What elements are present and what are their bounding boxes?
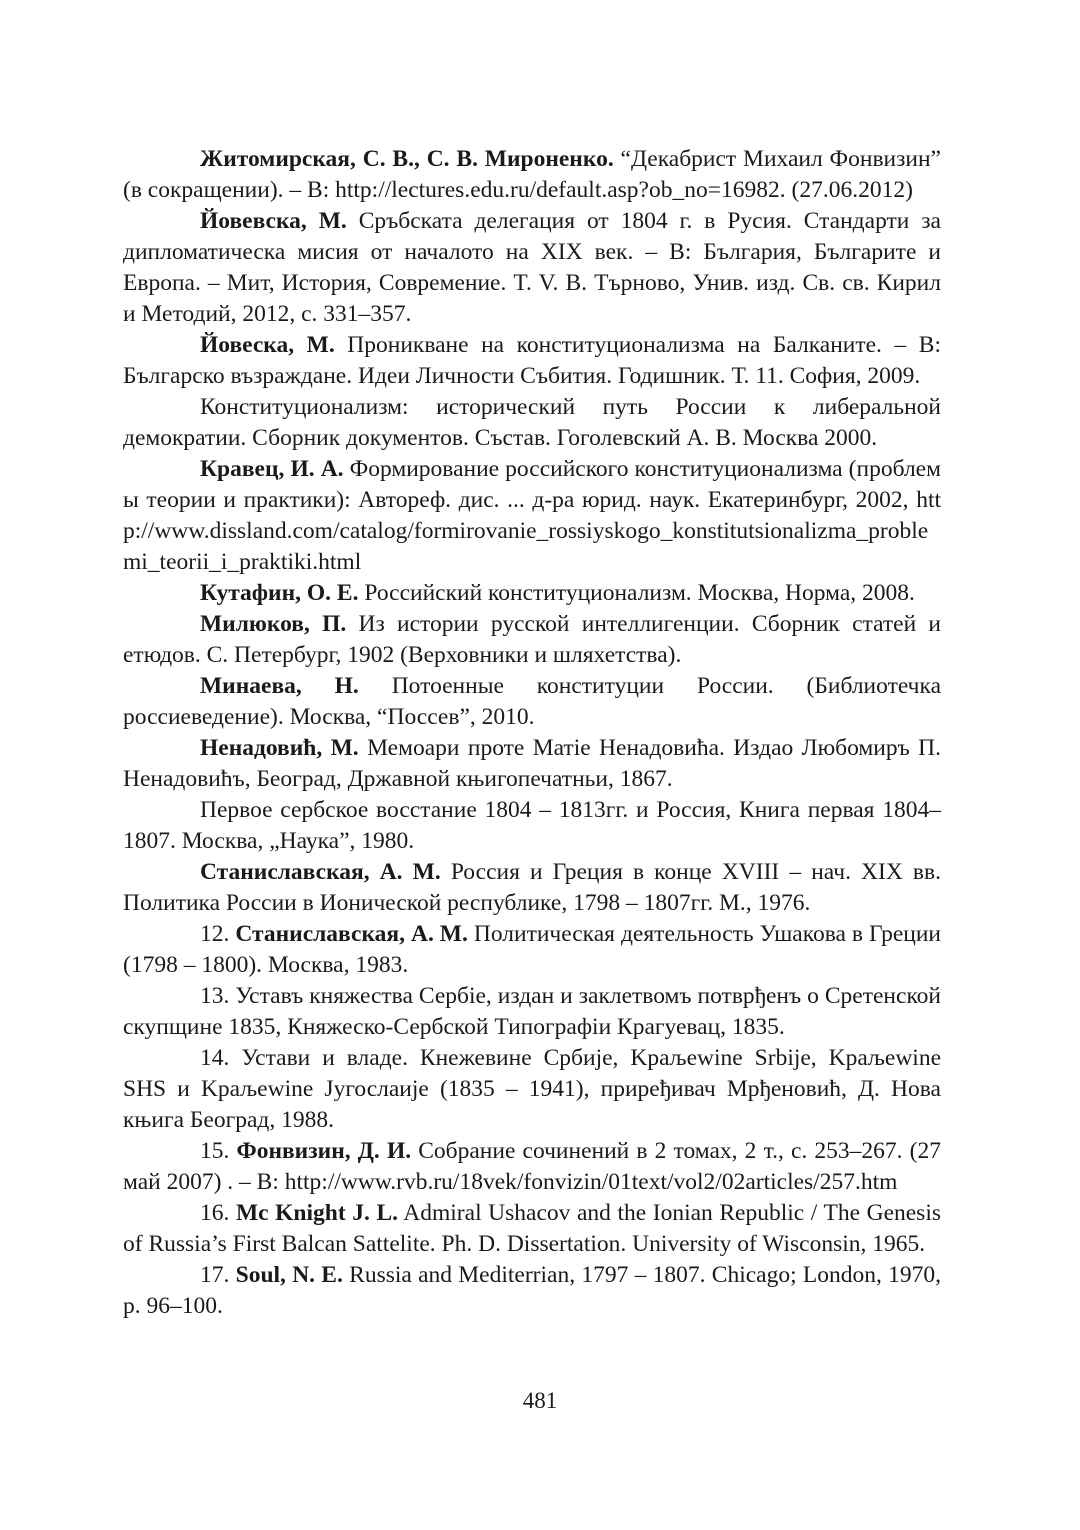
entry-text: Сръбската делегация от 1804 г. в Русия. Стандарти за дипломатическа мисия от началото на XIX век. – В: България, Българите и Европа. – Мит, История, Современие. T. V. В. Търново, Унив. изд. Св. св. Кирил и Методий, 2012, с. 331–357. [123,208,941,327]
bibliography-entry [123,144,941,206]
entry-text: Уставъ княжества Сербiе, издан и заклетвомъ потврђенъ о Сретенской скупщине 1835, Княжеско-Сербской Типографiи Крагуевац, 1835. [123,983,941,1040]
bibliography-entry [123,392,941,454]
entry-text: Проникване на конституционализма на Балканите. – В: Българско възраждане. Идеи Личности Събития. Годишник. Т. 11. София, 2009. [123,332,941,389]
entry-text: Устави и владе. Кнежевине Србије, Kраљewine Srbije, Kраљewine SHS и Kраљewine Југослаије (1835 – 1941), приређивач Мрђеновић, Д. Нова књига Београд, 1988. [123,1045,941,1133]
bibliography-entry [123,1043,941,1136]
bibliography-entry [123,981,941,1043]
bibliography-entry [123,1136,941,1198]
entry-text: “Декабрист Михаил Фонвизин” (в сокращении). – В: http://lectures.edu.ru/default.asp?ob_no=16982. (27.06.2012) [123,146,941,203]
bibliography-entry [123,733,941,795]
bibliography-entry [123,857,941,919]
entry-number: 17. [200,1262,236,1288]
bibliography-entry [123,578,941,609]
entry-author: Soul, N. E. [235,1262,343,1288]
bibliography-entry [123,454,941,578]
entry-author: Фонвизин, Д. И. [236,1138,412,1164]
entry-author: Минаева, Н. [200,673,359,699]
entry-author: Ненадовић, М. [200,735,359,761]
entry-text: Формирование российского конституционализма (проблемы теории и практики): Автореф. дис. ... д-ра юрид. наук. Екатеринбург, 2002, http://www.dissland.com/catalog/formirovanie_rossiyskogo_konstitutsionalizma_problemi_teorii_i_praktiki.html [123,456,941,575]
entry-author: Станиславская, А. М. [200,859,441,885]
entry-text: Мемоари проте Матiе Ненадовића. Издао Любомиръ П. Ненадовићъ, Београд, Државной књигопечатньи, 1867. [123,735,941,792]
entry-number: 14. [200,1045,242,1071]
entry-text: Russia and Mediterrian, 1797 – 1807. Chicago; London, 1970, p. 96–100. [123,1262,941,1319]
bibliography-entry [123,206,941,330]
bibliography-entry [123,1260,941,1322]
bibliography-entry [123,919,941,981]
entry-text: Первое сербское восстание 1804 – 1813гг. и Россия, Книга первая 1804–1807. Москва, „Наука”, 1980. [123,797,941,854]
bibliography-entry [123,671,941,733]
page-number: 481 [522,1388,558,1413]
bibliography-entry [123,795,941,857]
entry-number: 13. [200,983,236,1009]
entry-text: Конституционализм: исторический путь России к либеральной демократии. Сборник документов. Състав. Гоголевский А. В. Москва 2000. [123,394,941,451]
bibliography-list [123,144,941,1322]
entry-author: Милюков, П. [200,611,347,637]
entry-text: Собрание сочинений в 2 томах, 2 т., с. 253–267. (27 май 2007) . – В: http://www.rvb.ru/18vek/fonvizin/01text/vol2/02articles/257.htm [123,1138,941,1195]
bibliography-entry [123,330,941,392]
entry-author: Кутафин, О. Е. [200,580,359,606]
entry-text: Российский конституционализм. Москва, Норма, 2008. [358,580,915,606]
entry-number: 15. [200,1138,237,1164]
entry-author: Станиславская, А. М. [235,921,468,947]
entry-text: Admiral Ushacov and the Ionian Republic / The Genesis of Russia’s First Balcan Sattelite. Ph. D. Dissertation. University of Wisconsin, 1965. [123,1200,941,1257]
entry-author: Mc Knight J. L. [235,1200,398,1226]
entry-author: Йовевска, М. [200,208,347,234]
entry-text: Потоенные конституции России. (Библиотечка россиеведение). Москва, “Поссев”, 2010. [123,673,941,730]
entry-text: Из истории русской интеллигенции. Сборник статей и етюдов. С. Петербург, 1902 (Верховники и шляхетства). [123,611,941,668]
entry-author: Кравец, И. А. [200,456,344,482]
entry-author: Житомирская, С. В., С. В. Мироненко. [200,146,614,172]
entry-text: Россия и Греция в конце XVIII – нач. XIX вв. Политика России в Ионической республике, 1798 – 1807гг. М., 1976. [123,859,941,916]
entry-number: 12. [200,921,236,947]
entry-number: 16. [200,1200,236,1226]
entry-text: Политическая деятельность Ушакова в Греции (1798 – 1800). Москва, 1983. [123,921,942,978]
bibliography-entry [123,609,941,671]
entry-author: Йовеска, М. [200,332,335,358]
bibliography-entry [123,1198,941,1260]
